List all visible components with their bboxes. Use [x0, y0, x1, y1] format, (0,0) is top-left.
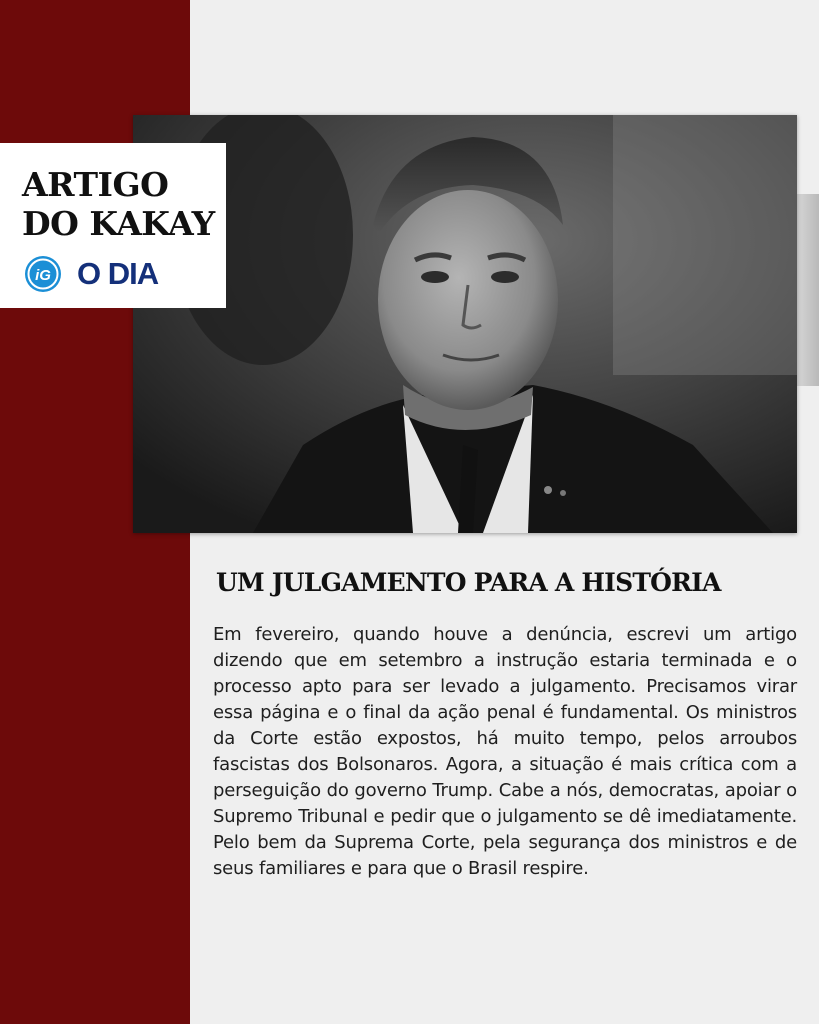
ig-logo-text: iG: [35, 267, 51, 284]
portrait-photo: [133, 115, 797, 533]
article-badge: [0, 143, 226, 308]
brand-name: O DIA: [77, 256, 159, 291]
background-strip: [797, 194, 819, 386]
article-body: Em fevereiro, quando houve a denúncia, escrevi um artigo dizendo que em setembro a instrução estaria terminada e o processo apto para ser levado a julgamento. Precisamos virar essa página e o final da ação penal é fundamental. Os ministros da Corte estão expostos, há muito tempo, pelos arroubos fascistas dos Bolsonaros. Agora, a situação é mais crítica com a perseguição do governo Trump. Cabe a nós, democratas, apoiar o Supremo Tribunal e pedir que o julgamento se dê imediatamente. Pelo bem da Suprema Corte, pela segurança dos ministros e de seus familiares e para que o Brasil respire.: [213, 624, 797, 879]
ig-logo-icon: [24, 255, 62, 293]
badge-title: ARTIGO DO KAKAY: [22, 165, 215, 243]
portrait-illustration: [133, 115, 797, 533]
article-headline: UM JULGAMENTO PARA A HISTÓRIA: [216, 568, 721, 597]
